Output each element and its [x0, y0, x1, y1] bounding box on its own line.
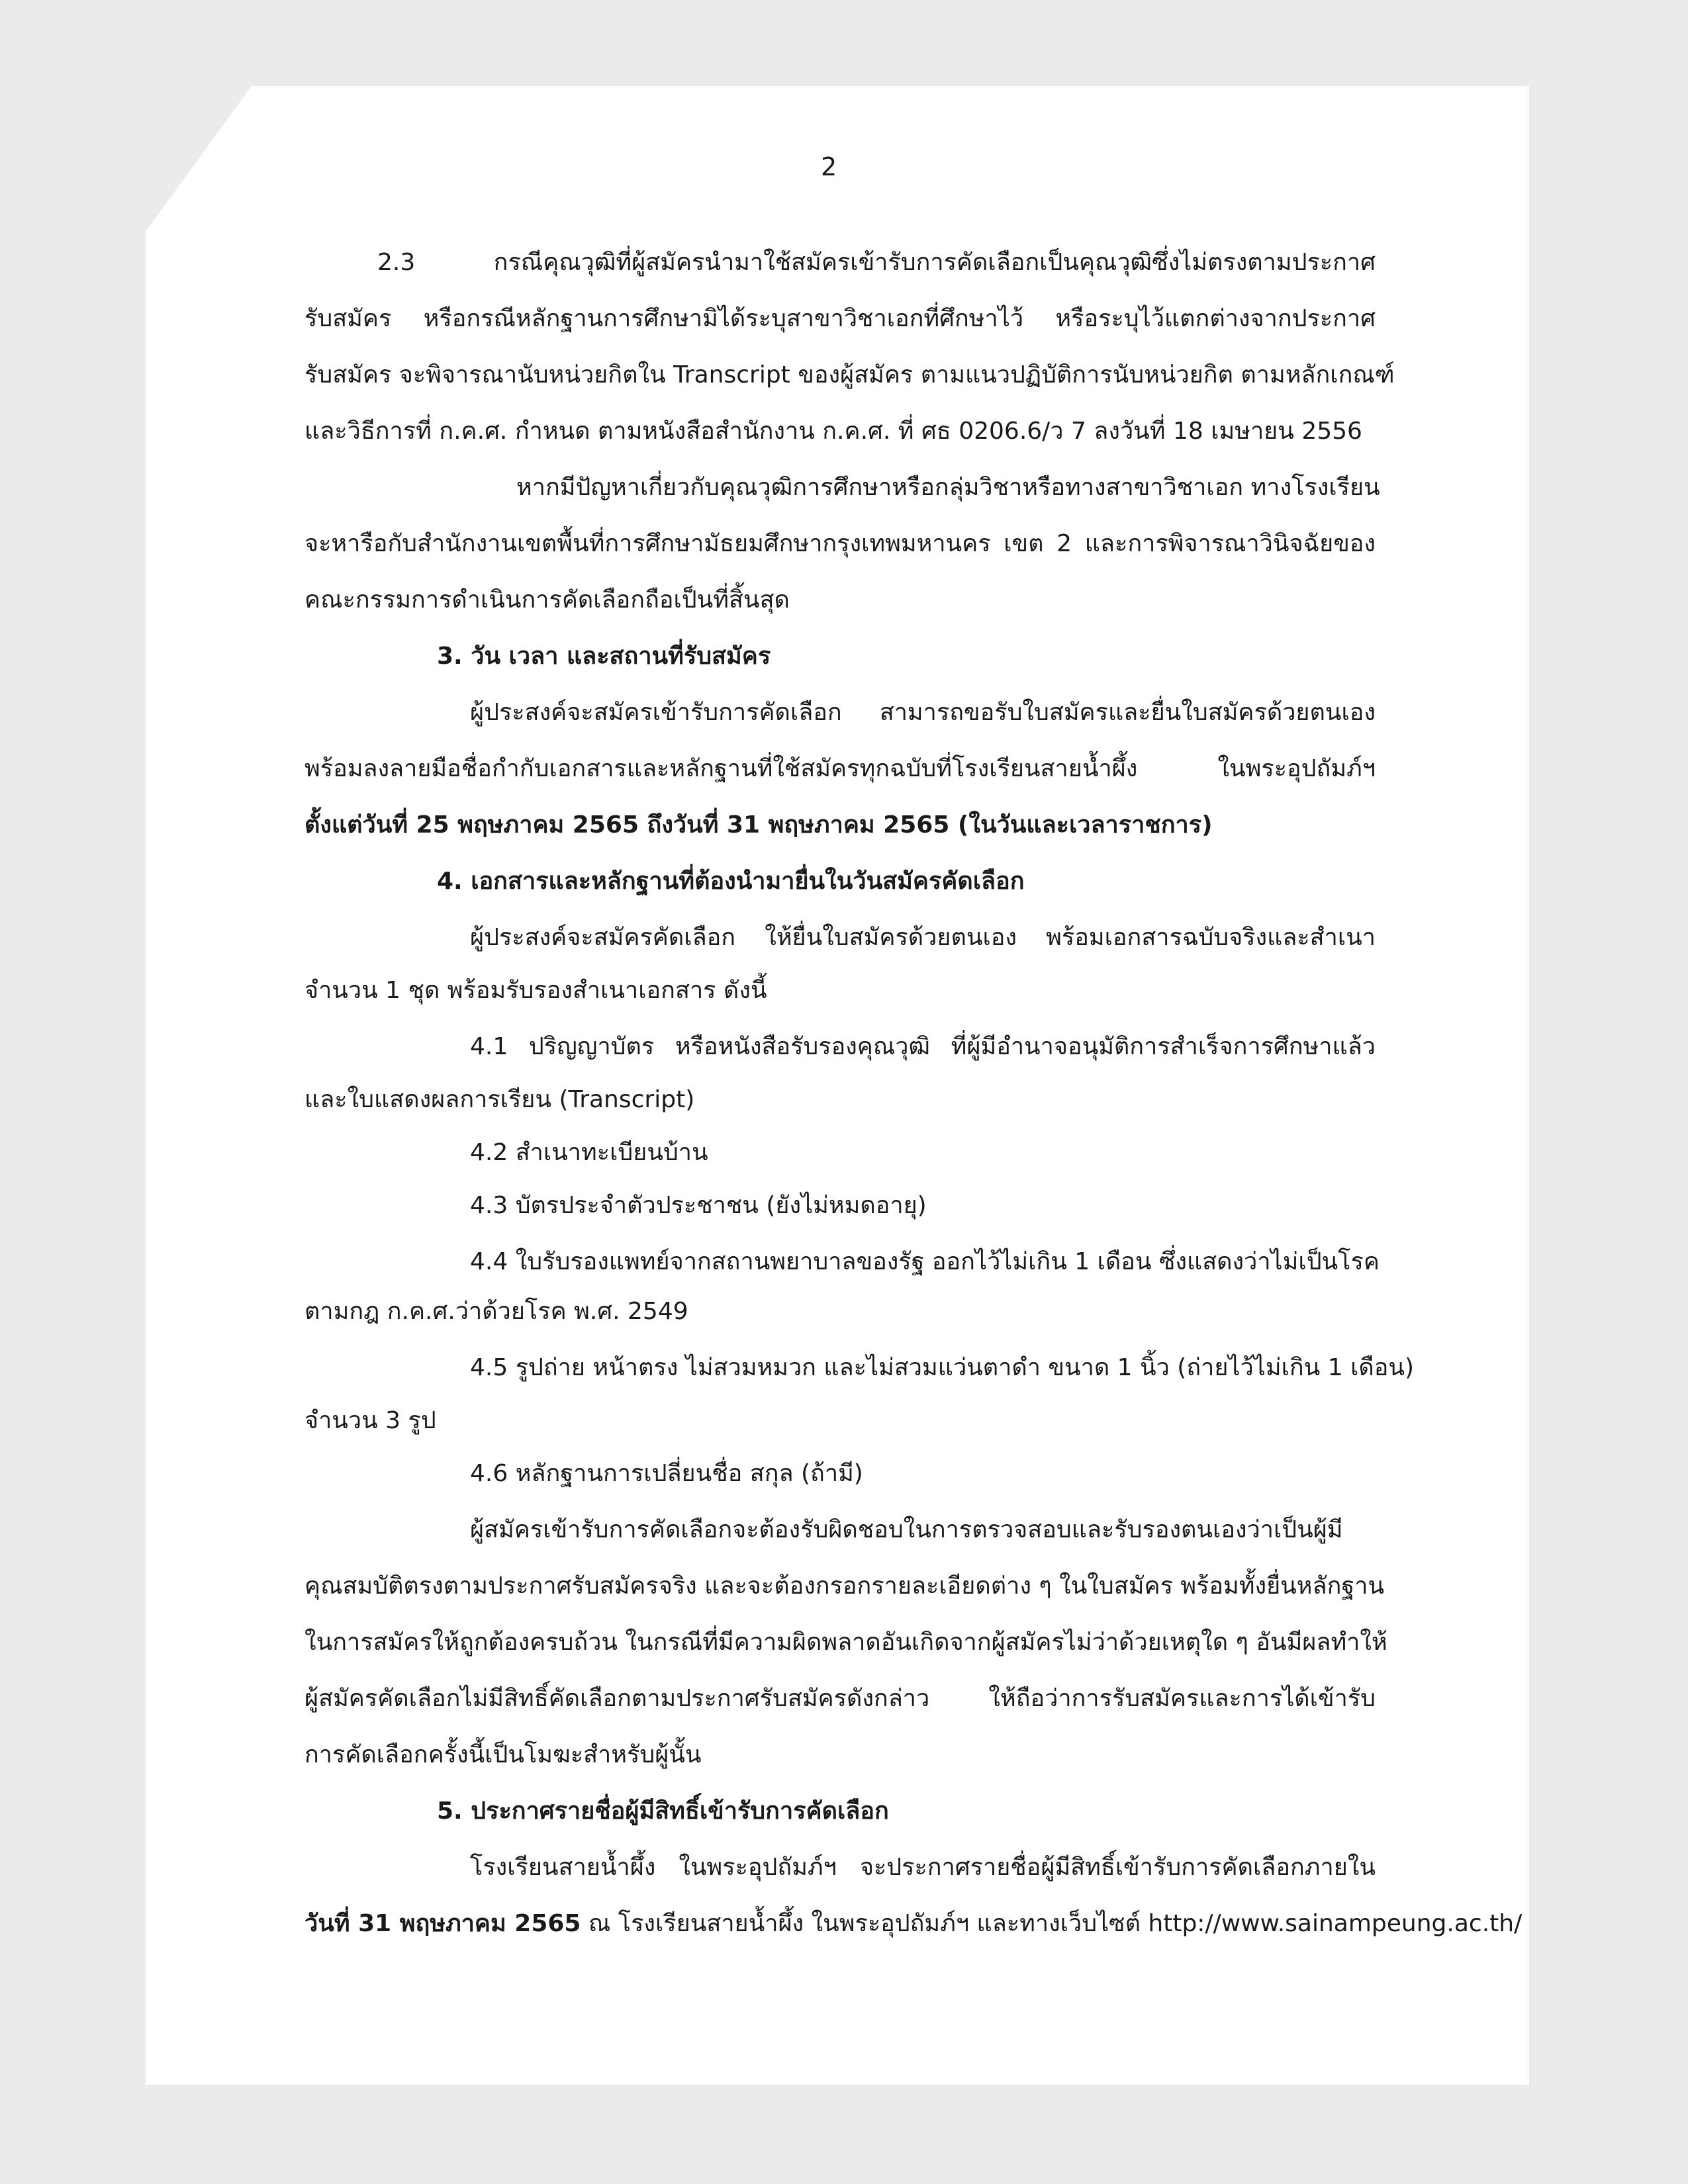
- s4-para-line-5: การคัดเลือกครั้งนี้เป็นโมฆะสำหรับผู้นั้น: [305, 1741, 702, 1768]
- s4-item-4-5-line-2: จำนวน 3 รูป: [305, 1407, 436, 1434]
- s4-item-4-1-line-2: และใบแสดงผลการเรียน (Transcript): [305, 1086, 695, 1113]
- s4-item-4-6: 4.6 หลักฐานการเปลี่ยนชื่อ สกุล (ถ้ามี): [470, 1460, 863, 1487]
- section-3-heading: 3. วัน เวลา และสถานที่รับสมัคร: [437, 643, 771, 670]
- page-number: 2: [821, 152, 837, 181]
- s5-date: วันที่ 31 พฤษภาคม 2565: [305, 1910, 581, 1937]
- s2-3-line-7: คณะกรรมการดำเนินการคัดเลือกถือเป็นที่สิ้นสุด: [305, 586, 790, 614]
- section-4-heading: 4. เอกสารและหลักฐานที่ต้องนำมายื่นในวันสมัครคัดเลือก: [437, 868, 1025, 895]
- s2-3-line-3: รับสมัคร จะพิจารณานับหน่วยกิตใน Transcript ของผู้สมัคร ตามแนวปฏิบัติการนับหน่วยกิต ตามหลักเกณฑ์: [305, 361, 1395, 388]
- s3-line-1: ผู้ประสงค์จะสมัครเข้ารับการคัดเลือก สามารถขอรับใบสมัครและยื่นใบสมัครด้วยตนเอง: [470, 699, 1376, 726]
- s4-para-line-2: คุณสมบัติตรงตามประกาศรับสมัครจริง และจะต้องกรอกรายละเอียดต่าง ๆ ในใบสมัคร พร้อมทั้งยื่นหลักฐาน: [305, 1572, 1385, 1600]
- s4-item-4-2: 4.2 สำเนาทะเบียนบ้าน: [470, 1139, 708, 1166]
- section-5-heading: 5. ประกาศรายชื่อผู้มีสิทธิ์เข้ารับการคัดเลือก: [437, 1797, 889, 1825]
- s4-item-4-5-line-1: 4.5 รูปถ่าย หน้าตรง ไม่สวมหมวก และไม่สวมแว่นตาดำ ขนาด 1 นิ้ว (ถ่ายไว้ไม่เกิน 1 เดือน): [470, 1354, 1415, 1381]
- s4-intro-line-2: จำนวน 1 ชุด พร้อมรับรองสำเนาเอกสาร ดังนี้: [305, 977, 767, 1004]
- s4-item-4-1-line-1: 4.1 ปริญญาบัตร หรือหนังสือรับรองคุณวุฒิ ที่ผู้มีอำนาจอนุมัติการสำเร็จการศึกษาแล้ว: [470, 1033, 1376, 1060]
- s3-line-3: ตั้งแต่วันที่ 25 พฤษภาคม 2565 ถึงวันที่ 31 พฤษภาคม 2565 (ในวันและเวลาราชการ): [305, 811, 1213, 839]
- s5-line-2: [305, 1909, 1522, 1938]
- s4-item-4-4-line-1: 4.4 ใบรับรองแพทย์จากสถานพยาบาลของรัฐ ออกไว้ไม่เกิน 1 เดือน ซึ่งแสดงว่าไม่เป็นโรค: [470, 1248, 1380, 1275]
- s5-line-1: โรงเรียนสายน้ำผึ้ง ในพระอุปถัมภ์ฯ จะประกาศรายชื่อผู้มีสิทธิ์เข้ารับการคัดเลือกภายใน: [470, 1854, 1376, 1881]
- s5-line-2-rest: ณ โรงเรียนสายน้ำผึ้ง ในพระอุปถัมภ์ฯ และทางเว็บไซต์ http://www.sainampeung.ac.th/: [581, 1910, 1523, 1937]
- s4-intro-line-1: ผู้ประสงค์จะสมัครคัดเลือก ให้ยื่นใบสมัครด้วยตนเอง พร้อมเอกสารฉบับจริงและสำเนา: [470, 924, 1376, 951]
- s4-para-line-4: ผู้สมัครคัดเลือกไม่มีสิทธิ์คัดเลือกตามประกาศรับสมัครดังกล่าว ให้ถือว่าการรับสมัครและการได้เข้ารับ: [305, 1685, 1376, 1712]
- s3-line-2: พร้อมลงลายมือชื่อกำกับเอกสารและหลักฐานที่ใช้สมัครทุกฉบับที่โรงเรียนสายน้ำผึ้ง ในพระอุปถัมภ์ฯ: [305, 755, 1376, 782]
- s2-3-line-4: และวิธีการที่ ก.ค.ศ. กำหนด ตามหนังสือสำนักงาน ก.ค.ศ. ที่ ศธ 0206.6/ว 7 ลงวันที่ 18 เมษายน 2556: [305, 418, 1362, 445]
- s4-para-line-1: ผู้สมัครเข้ารับการคัดเลือกจะต้องรับผิดชอบในการตรวจสอบและรับรองตนเองว่าเป็นผู้มี: [470, 1516, 1343, 1543]
- s2-3-line-1: 2.3 กรณีคุณวุฒิที่ผู้สมัครนำมาใช้สมัครเข้ารับการคัดเลือกเป็นคุณวุฒิซึ่งไม่ตรงตามประกาศ: [377, 249, 1376, 276]
- s4-item-4-4-line-2: ตามกฎ ก.ค.ศ.ว่าด้วยโรค พ.ศ. 2549: [305, 1298, 688, 1325]
- s2-3-line-5: หากมีปัญหาเกี่ยวกับคุณวุฒิการศึกษาหรือกลุ่มวิชาหรือทางสาขาวิชาเอก ทางโรงเรียน: [516, 474, 1380, 501]
- s4-item-4-3: 4.3 บัตรประจำตัวประชาชน (ยังไม่หมดอายุ): [470, 1192, 927, 1219]
- s2-3-line-2: รับสมัคร หรือกรณีหลักฐานการศึกษามิได้ระบุสาขาวิชาเอกที่ศึกษาไว้ หรือระบุไว้แตกต่างจากประกาศ: [305, 305, 1376, 332]
- s2-3-line-6: จะหารือกับสำนักงานเขตพื้นที่การศึกษามัธยมศึกษากรุงเทพมหานคร เขต 2 และการพิจารณาวินิจฉัยของ: [305, 530, 1376, 557]
- s4-para-line-3: ในการสมัครให้ถูกต้องครบถ้วน ในกรณีที่มีความผิดพลาดอันเกิดจากผู้สมัครไม่ว่าด้วยเหตุใด ๆ อันมีผลทำให้: [305, 1629, 1387, 1656]
